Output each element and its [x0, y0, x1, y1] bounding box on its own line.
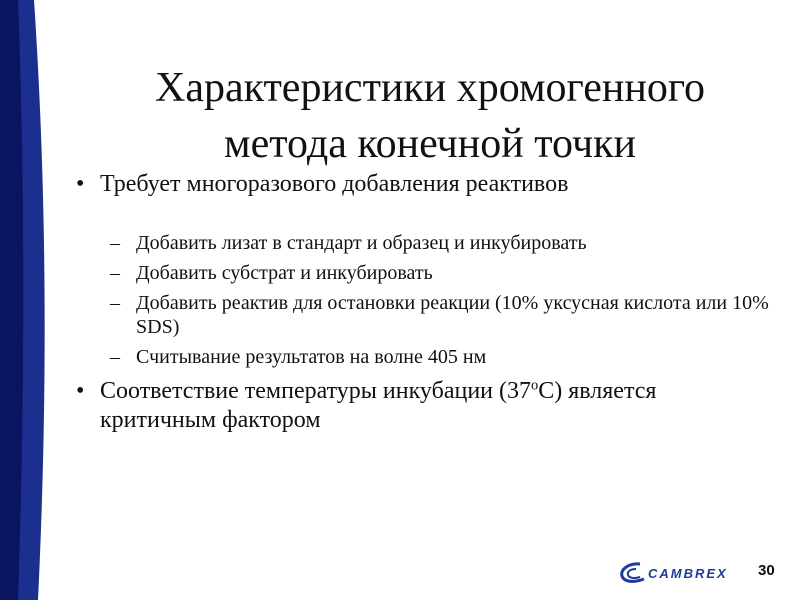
bullet-text-part: Соответствие температуры инкубации (37 [100, 378, 532, 404]
slide-title [60, 60, 800, 172]
title-line-2: метода конечной точки [224, 121, 636, 167]
bullet-text: Требует многоразового добавления реактивов [100, 171, 569, 197]
sub-bullet-text: Добавить лизат в стандарт и образец и инкубировать [136, 232, 587, 254]
sub-bullet-item [72, 261, 772, 285]
bullet-marker: • [76, 378, 85, 404]
bullet-item [72, 377, 772, 435]
dash-marker: – [110, 346, 120, 368]
dash-marker: – [110, 262, 120, 284]
sub-bullet-text: Добавить реактив для остановки реакции (10% уксусная кислота или 10% SDS) [136, 292, 769, 338]
dash-marker: – [110, 292, 120, 314]
bullet-text-part: С) является критичным фактором [100, 378, 657, 433]
sub-bullet-item [72, 345, 772, 369]
sub-bullet-item [72, 291, 772, 339]
bullet-text [100, 378, 656, 433]
logo-text: CAMBREX [648, 566, 728, 581]
cambrex-logo [618, 560, 748, 586]
bullet-item [72, 170, 772, 199]
sub-bullet-item [72, 231, 772, 255]
page-number: 30 [758, 562, 775, 579]
sub-bullet-text: Добавить субстрат и инкубировать [136, 262, 433, 284]
bullet-marker: • [76, 171, 85, 197]
superscript-o: о [531, 377, 539, 394]
left-decorative-band [0, 0, 60, 600]
dash-marker: – [110, 232, 120, 254]
title-line-1: Характеристики хромогенного [154, 65, 706, 111]
bullet-list [72, 170, 772, 435]
sub-bullet-text: Считывание результатов на волне 405 нм [136, 346, 487, 368]
